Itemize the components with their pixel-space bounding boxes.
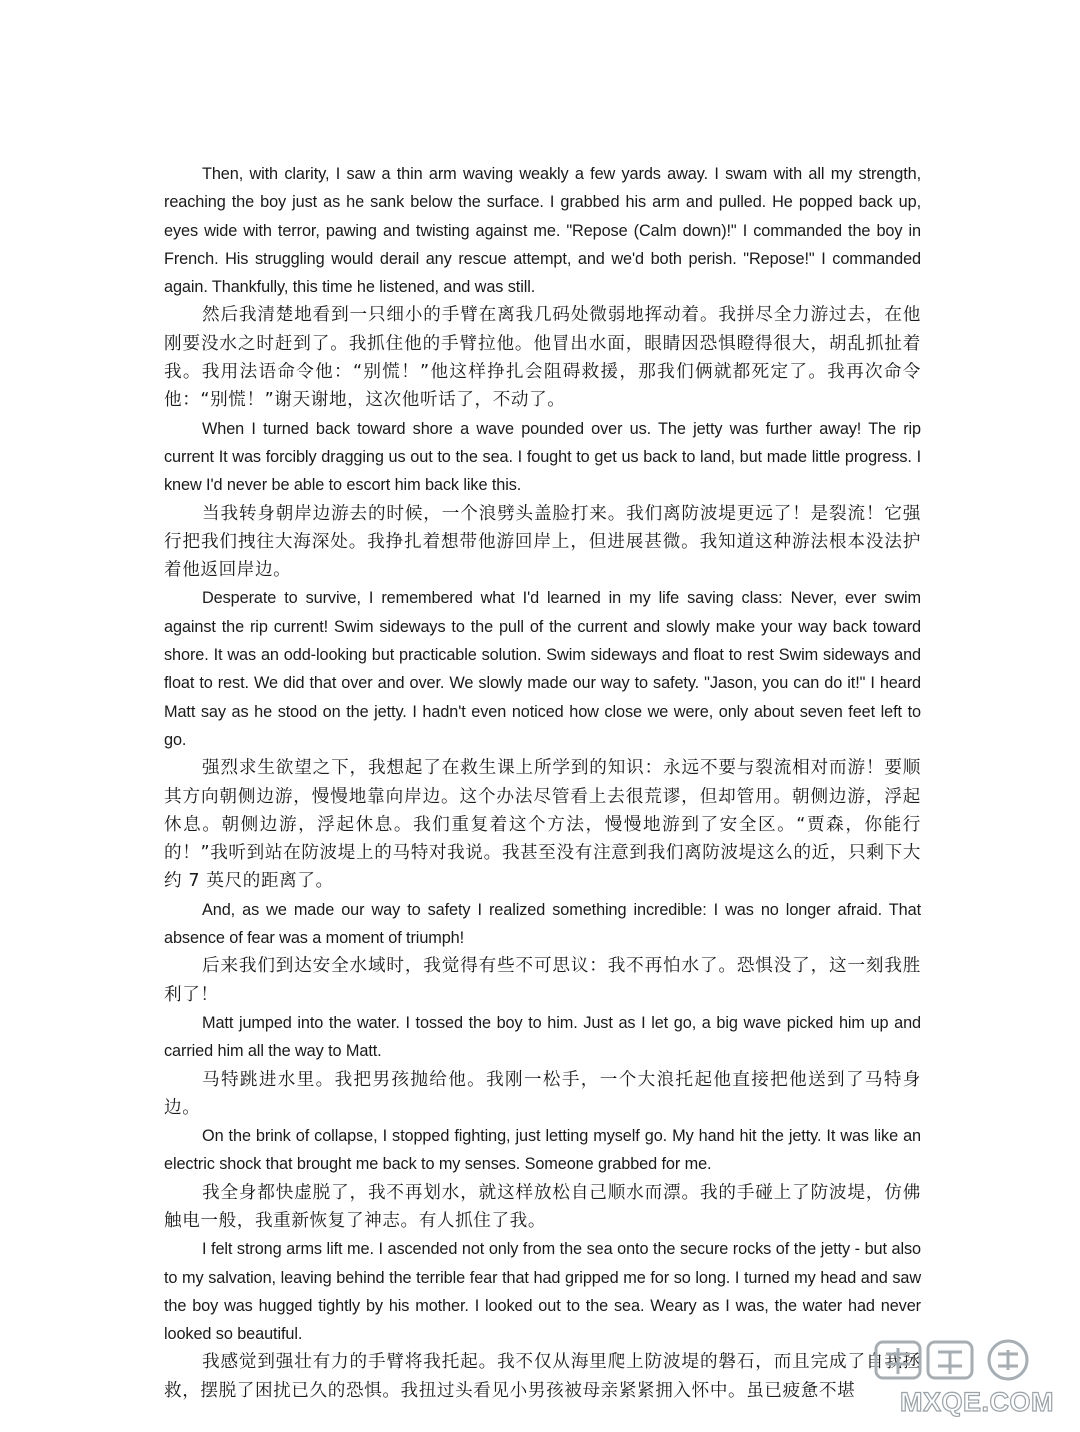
paragraph-en-3: Desperate to survive, I remembered what I'd learned in my life saving class: Never, ever swim against the rip current! Swim sideways to the pull of the current and slowly make your way back toward shore. It was an odd-looking but practicable solution. Swim sideways and float to rest Swim sideways and float to rest. We did that over and over. We slowly made our way to safety. "Jason, you can do it!" I heard Matt say as he stood on the jetty. I hadn't even noticed how close we were, only about seven feet left to go. <box>164 589 921 749</box>
paragraph-zh-6: 我全身都快虚脱了，我不再划水，就这样放松自己顺水而漂。我的手碰上了防波堤，仿佛触电一般，我重新恢复了神志。有人抓住了我。 <box>164 1182 921 1231</box>
paragraph-en-6: On the brink of collapse, I stopped fighting, just letting myself go. My hand hit the jetty. It was like an electric shock that brought me back to my senses. Someone grabbed for me. <box>164 1127 921 1174</box>
site-watermark <box>866 1336 1056 1418</box>
paragraph-zh-1: 然后我清楚地看到一只细小的手臂在离我几码处微弱地挥动着。我拼尽全力游过去，在他刚要没水之时赶到了。我抓住他的手臂拉他。他冒出水面，眼睛因恐惧瞪得很大，胡乱抓扯着我。我用法语命令他：“别慌！”他这样挣扎会阻碍救援，那我们俩就都死定了。我再次命令他：“别慌！”谢天谢地，这次他听话了，不动了。 <box>164 305 921 411</box>
watermark-logo <box>870 1336 1050 1382</box>
document-body <box>164 160 921 1405</box>
paragraph-en-4: And, as we made our way to safety I realized something incredible: I was no longer afraid. That absence of fear was a moment of triumph! <box>164 900 921 948</box>
watermark-url: MXQE.COM <box>899 1387 1054 1417</box>
paragraph-en-2: When I turned back toward shore a wave pounded over us. The jetty was further away! The rip current It was forcibly dragging us out to the sea. I fought to get us back to land, but made little progress. I knew I'd never be able to escort him back like this. <box>164 419 921 495</box>
paragraph-en-7: I felt strong arms lift me. I ascended not only from the sea onto the secure rocks of the jetty - but also to my salvation, leaving behind the terrible fear that had gripped me for so long. I turned my head and saw the boy was hugged tightly by his mother. I looked out to the sea. Weary as I was, the water had never looked so beautiful. <box>164 1240 921 1344</box>
paragraph-zh-7: 我感觉到强壮有力的手臂将我托起。我不仅从海里爬上防波堤的磐石，而且完成了自我拯救，摆脱了困扰已久的恐惧。我扭过头看见小男孩被母亲紧紧拥入怀中。虽已疲惫不堪 <box>164 1352 921 1401</box>
paragraph-en-1: Then, with clarity, I saw a thin arm waving weakly a few yards away. I swam with all my strength, reaching the boy just as he sank below the surface. I grabbed his arm and pulled. He popped back up, eyes wide with terror, pawing and twisting against me. "Repose (Calm down)!" I commanded the boy in French. His struggling would derail any rescue attempt, and we'd both perish. "Repose!" I commanded again. Thankfully, this time he listened, and was still. <box>164 165 921 297</box>
paragraph-en-5: Matt jumped into the water. I tossed the boy to him. Just as I let go, a big wave picked him up and carried him all the way to Matt. <box>164 1013 921 1061</box>
paragraph-zh-2: 当我转身朝岸边游去的时候，一个浪劈头盖脸打来。我们离防波堤更远了！是裂流！它强行把我们拽往大海深处。我挣扎着想带他游回岸上，但进展甚微。我知道这种游法根本没法护着他返回岸边。 <box>164 503 921 581</box>
paragraph-zh-5: 马特跳进水里。我把男孩抛给他。我刚一松手，一个大浪托起他直接把他送到了马特身边。 <box>164 1069 921 1118</box>
paragraph-zh-4: 后来我们到达安全水域时，我觉得有些不可思议：我不再怕水了。恐惧没了，这一刻我胜利了！ <box>164 956 921 1005</box>
paragraph-zh-3: 强烈求生欲望之下，我想起了在救生课上所学到的知识：永远不要与裂流相对而游！要顺其方向朝侧边游，慢慢地靠向岸边。这个办法尽管看上去很荒谬，但却管用。朝侧边游，浮起休息。朝侧边游，浮起休息。我们重复着这个方法，慢慢地游到了安全区。“贾森，你能行的！”我听到站在防波堤上的马特对我说。我甚至没有注意到我们离防波堤这么的近，只剩下大约 7 英尺的距离了。 <box>164 758 921 892</box>
